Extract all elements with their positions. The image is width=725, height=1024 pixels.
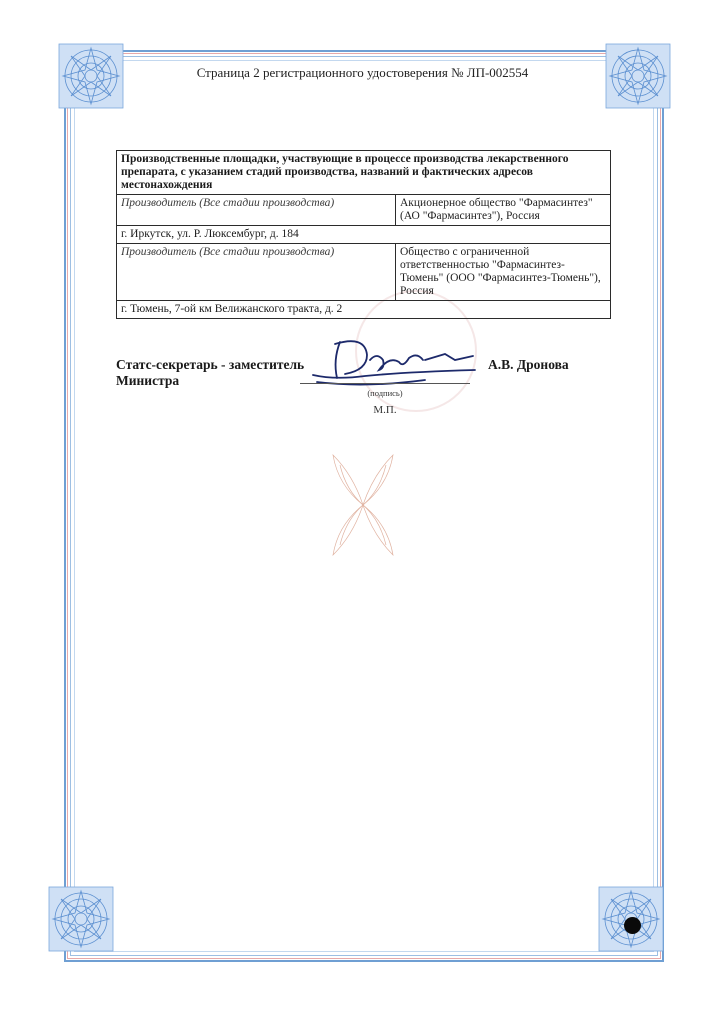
producer-role: Производитель (Все стадии производства) xyxy=(117,195,396,226)
page-header: Страница 2 регистрационного удостоверения № ЛП-002554 xyxy=(196,65,529,80)
center-rosette-icon xyxy=(318,445,408,565)
producer-address: г. Тюмень, 7-ой км Велижанского тракта, д. 2 xyxy=(117,301,611,319)
corner-ornament-icon xyxy=(47,885,115,953)
producer-organization: Общество с ограниченной ответственностью "Фармасинтез-Тюмень" (ООО "Фармасинтез-Тюмень"), Россия xyxy=(396,244,611,301)
handwritten-signature xyxy=(305,330,485,390)
producer-role: Производитель (Все стадии производства) xyxy=(117,244,396,301)
punch-hole-icon xyxy=(624,917,641,934)
table-row xyxy=(117,301,611,319)
production-sites-table xyxy=(116,150,611,319)
table-row xyxy=(117,244,611,301)
table-row xyxy=(117,151,611,195)
signatory-title-line: Статс-секретарь - заместитель xyxy=(116,357,305,372)
producer-organization: Акционерное общество "Фармасинтез" (АО "Фармасинтез"), Россия xyxy=(396,195,611,226)
signatory-title-line: Министра xyxy=(116,373,180,388)
table-row xyxy=(117,195,611,226)
producer-address: г. Иркутск, ул. Р. Люксембург, д. 184 xyxy=(117,226,611,244)
signature-caption: (подпись) xyxy=(367,388,403,398)
signatory-name: А.В. Дронова xyxy=(488,357,569,372)
signature-line xyxy=(300,383,470,384)
signatory-title xyxy=(116,357,304,389)
table-row xyxy=(117,226,611,244)
table-heading: Производственные площадки, участвующие в процессе производства лекарственного препарата, с указанием стадий производства, названий и фактических адресов местонахождения xyxy=(117,151,611,195)
stamp-place-label: М.П. xyxy=(373,404,397,416)
